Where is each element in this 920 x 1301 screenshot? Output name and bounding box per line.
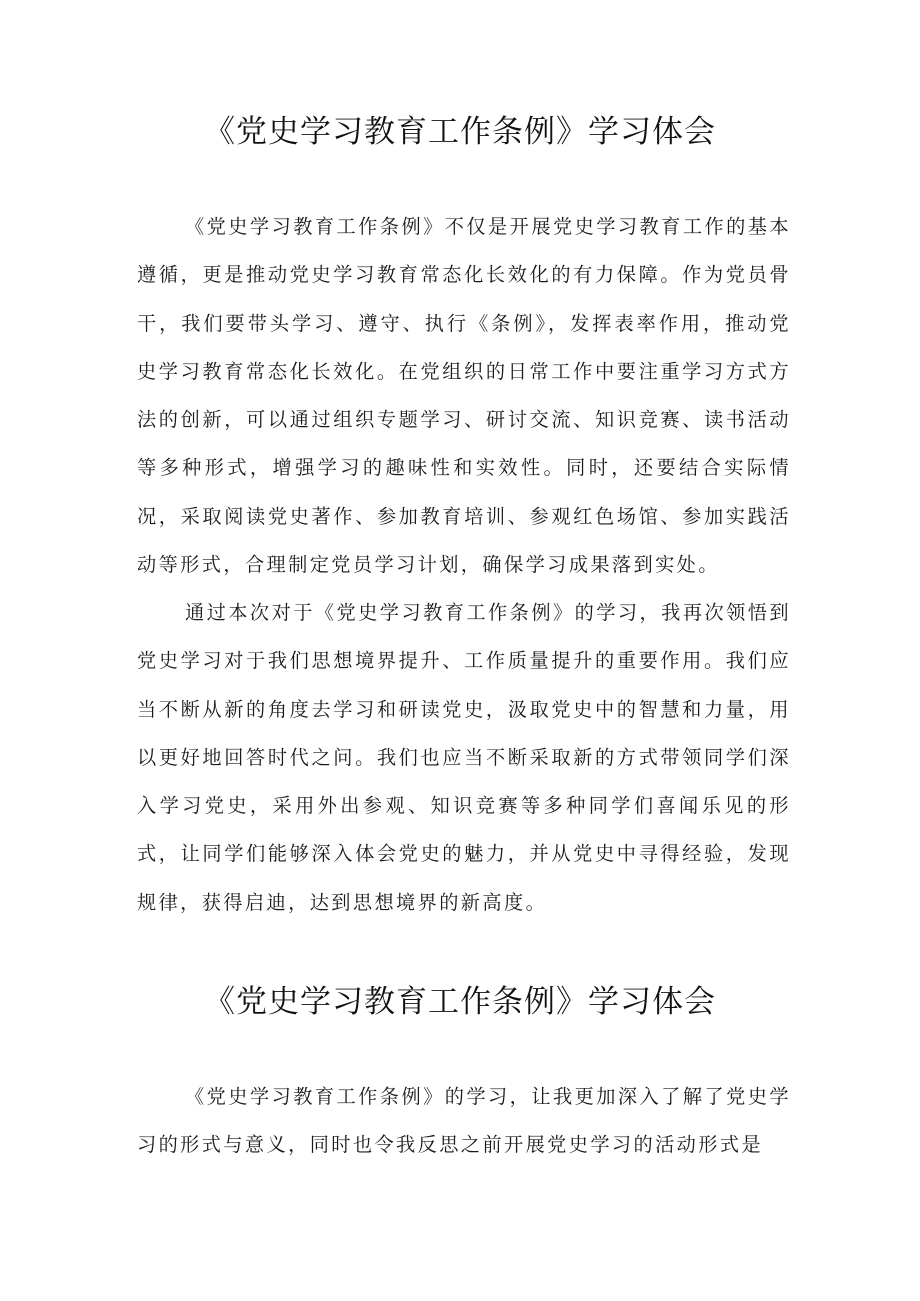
section-1-paragraph-1: 《党史学习教育工作条例》不仅是开展党史学习教育工作的基本遵循，更是推动党史学习教育常态化长效化的有力保障。作为党员骨干，我们要带头学习、遵守、执行《条例》，发挥表率作用，推动党史学习教育常态化长效化。在党组织的日常工作中要注重学习方式方法的创新，可以通过组织专题学习、研讨交流、知识竞赛、读书活动等多种形式，增强学习的趣味性和实效性。同时，还要结合实际情况，采取阅读党史著作、参加教育培训、参观红色场馆、参加实践活动等形式，合理制定党员学习计划，确保学习成果落到实处。 xyxy=(137,215,791,577)
section-1-title: 《党史学习教育工作条例》学习体会 xyxy=(204,114,716,150)
section-2-title: 《党史学习教育工作条例》学习体会 xyxy=(204,984,716,1020)
section-1-paragraph-2: 通过本次对于《党史学习教育工作条例》的学习，我再次领悟到党史学习对于我们思想境界提升、工作质量提升的重要作用。我们应当不断从新的角度去学习和研读党史，汲取党史中的智慧和力量，用以更好地回答时代之问。我们也应当不断采取新的方式带领同学们深入学习党史，采用外出参观、知识竞赛等多种同学们喜闻乐见的形式，让同学们能够深入体会党史的魅力，并从党史中寻得经验，发现规律，获得启迪，达到思想境界的新高度。 xyxy=(137,601,791,914)
section-2-paragraph-1: 《党史学习教育工作条例》的学习，让我更加深入了解了党史学习的形式与意义，同时也令我反思之前开展党史学习的活动形式是 xyxy=(137,1085,791,1157)
